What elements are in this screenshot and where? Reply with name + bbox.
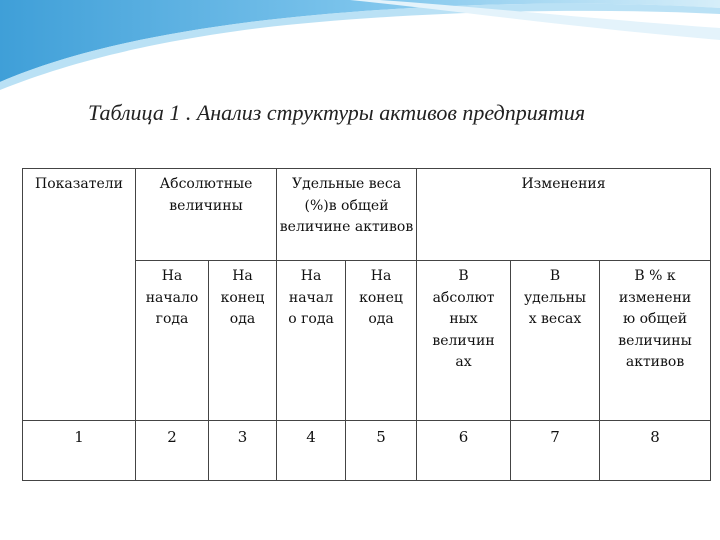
subheader-cell: В удельны х весах [511, 261, 600, 421]
decorative-wave [0, 0, 720, 90]
column-number: 3 [209, 421, 277, 481]
header-specific-weights: Удельные веса (%)в общей величине активов [277, 169, 417, 261]
subheader-cell: На начало года [136, 261, 209, 421]
column-number: 2 [136, 421, 209, 481]
subheader-cell: На конец ода [209, 261, 277, 421]
column-number: 4 [277, 421, 346, 481]
assets-structure-table [22, 168, 711, 481]
subheader-cell: В абсолют ных величин ах [417, 261, 511, 421]
column-number: 8 [600, 421, 711, 481]
header-indicators: Показатели [23, 169, 136, 421]
page-title: Таблица 1 . Анализ структуры активов предприятия [88, 100, 586, 125]
column-number: 6 [417, 421, 511, 481]
subheader-cell: На начал о года [277, 261, 346, 421]
header-absolute-values: Абсолютные величины [136, 169, 277, 261]
header-row [23, 169, 711, 261]
subheader-cell: На конец ода [346, 261, 417, 421]
subheader-cell: В % к изменени ю общей величины активов [600, 261, 711, 421]
header-changes: Изменения [417, 169, 711, 261]
column-number: 7 [511, 421, 600, 481]
column-number-row [23, 421, 711, 481]
column-number: 5 [346, 421, 417, 481]
column-number: 1 [23, 421, 136, 481]
